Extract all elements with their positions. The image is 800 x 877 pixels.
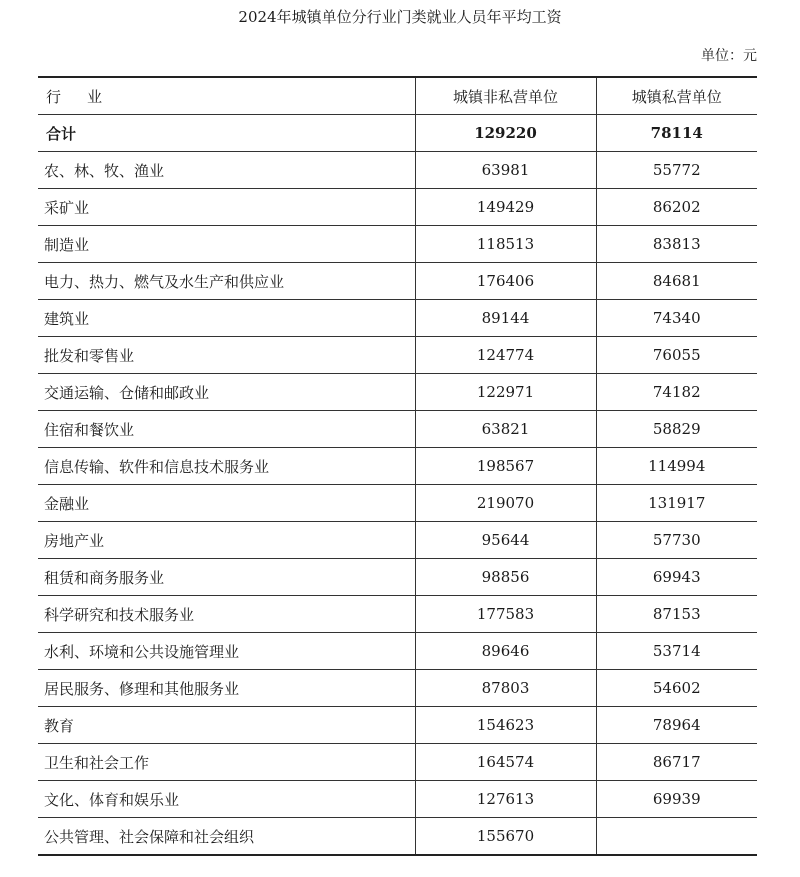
table-row <box>38 189 757 226</box>
table-row <box>38 300 757 337</box>
table-row <box>38 411 757 448</box>
industry-cell: 电力、热力、燃气及水生产和供应业 <box>38 263 415 300</box>
column-header-non-private: 城镇非私营单位 <box>415 77 596 115</box>
private-wage-cell: 114994 <box>596 448 757 485</box>
industry-cell: 建筑业 <box>38 300 415 337</box>
non-private-wage-cell: 122971 <box>415 374 596 411</box>
table-row <box>38 152 757 189</box>
page-title: 2024年城镇单位分行业门类就业人员年平均工资 <box>238 8 562 26</box>
industry-cell: 交通运输、仓储和邮政业 <box>38 374 415 411</box>
header-row <box>38 77 757 115</box>
private-wage-cell <box>596 818 757 856</box>
table-row <box>38 781 757 818</box>
private-wage-cell: 86717 <box>596 744 757 781</box>
non-private-wage-cell: 95644 <box>415 522 596 559</box>
non-private-wage-cell: 89646 <box>415 633 596 670</box>
table-row <box>38 559 757 596</box>
non-private-wage-cell: 98856 <box>415 559 596 596</box>
table-row <box>38 263 757 300</box>
column-header-industry-part2: 业 <box>87 87 103 106</box>
table-row <box>38 374 757 411</box>
wage-table <box>38 76 757 856</box>
column-header-private: 城镇私营单位 <box>596 77 757 115</box>
column-header-industry-part1: 行 <box>46 87 62 106</box>
private-wage-cell: 57730 <box>596 522 757 559</box>
non-private-wage-cell: 219070 <box>415 485 596 522</box>
table-row <box>38 707 757 744</box>
private-wage-cell: 78964 <box>596 707 757 744</box>
total-label: 合计 <box>38 115 415 152</box>
industry-cell: 卫生和社会工作 <box>38 744 415 781</box>
private-wage-cell: 58829 <box>596 411 757 448</box>
industry-cell: 公共管理、社会保障和社会组织 <box>38 818 415 856</box>
non-private-wage-cell: 63981 <box>415 152 596 189</box>
industry-cell: 水利、环境和公共设施管理业 <box>38 633 415 670</box>
non-private-wage-cell: 124774 <box>415 337 596 374</box>
table-header <box>38 77 757 115</box>
table-row <box>38 596 757 633</box>
table-row <box>38 337 757 374</box>
total-non-private-value: 129220 <box>415 115 596 152</box>
private-wage-cell: 55772 <box>596 152 757 189</box>
private-wage-cell: 131917 <box>596 485 757 522</box>
industry-cell: 信息传输、软件和信息技术服务业 <box>38 448 415 485</box>
non-private-wage-cell: 177583 <box>415 596 596 633</box>
industry-cell: 教育 <box>38 707 415 744</box>
unit-label: 单位：元 <box>701 48 757 64</box>
industry-cell: 农、林、牧、渔业 <box>38 152 415 189</box>
private-wage-cell: 83813 <box>596 226 757 263</box>
industry-cell: 房地产业 <box>38 522 415 559</box>
private-wage-cell: 76055 <box>596 337 757 374</box>
industry-cell: 批发和零售业 <box>38 337 415 374</box>
private-wage-cell: 74182 <box>596 374 757 411</box>
industry-cell: 制造业 <box>38 226 415 263</box>
industry-cell: 科学研究和技术服务业 <box>38 596 415 633</box>
non-private-wage-cell: 63821 <box>415 411 596 448</box>
industry-cell: 租赁和商务服务业 <box>38 559 415 596</box>
table-row <box>38 670 757 707</box>
table-body <box>38 115 757 856</box>
private-wage-cell: 84681 <box>596 263 757 300</box>
private-wage-cell: 69939 <box>596 781 757 818</box>
table-row <box>38 226 757 263</box>
private-wage-cell: 87153 <box>596 596 757 633</box>
table-row <box>38 448 757 485</box>
table-row <box>38 522 757 559</box>
table-row <box>38 744 757 781</box>
non-private-wage-cell: 118513 <box>415 226 596 263</box>
total-row <box>38 115 757 152</box>
industry-cell: 金融业 <box>38 485 415 522</box>
table-row <box>38 818 757 856</box>
private-wage-cell: 74340 <box>596 300 757 337</box>
industry-cell: 采矿业 <box>38 189 415 226</box>
table-row <box>38 485 757 522</box>
industry-cell: 居民服务、修理和其他服务业 <box>38 670 415 707</box>
private-wage-cell: 54602 <box>596 670 757 707</box>
non-private-wage-cell: 154623 <box>415 707 596 744</box>
non-private-wage-cell: 149429 <box>415 189 596 226</box>
non-private-wage-cell: 176406 <box>415 263 596 300</box>
private-wage-cell: 86202 <box>596 189 757 226</box>
industry-cell: 文化、体育和娱乐业 <box>38 781 415 818</box>
non-private-wage-cell: 89144 <box>415 300 596 337</box>
non-private-wage-cell: 87803 <box>415 670 596 707</box>
non-private-wage-cell: 127613 <box>415 781 596 818</box>
column-header-industry <box>38 77 415 115</box>
non-private-wage-cell: 155670 <box>415 818 596 856</box>
private-wage-cell: 53714 <box>596 633 757 670</box>
non-private-wage-cell: 198567 <box>415 448 596 485</box>
total-private-value: 78114 <box>596 115 757 152</box>
industry-cell: 住宿和餐饮业 <box>38 411 415 448</box>
private-wage-cell: 69943 <box>596 559 757 596</box>
table-row <box>38 633 757 670</box>
non-private-wage-cell: 164574 <box>415 744 596 781</box>
